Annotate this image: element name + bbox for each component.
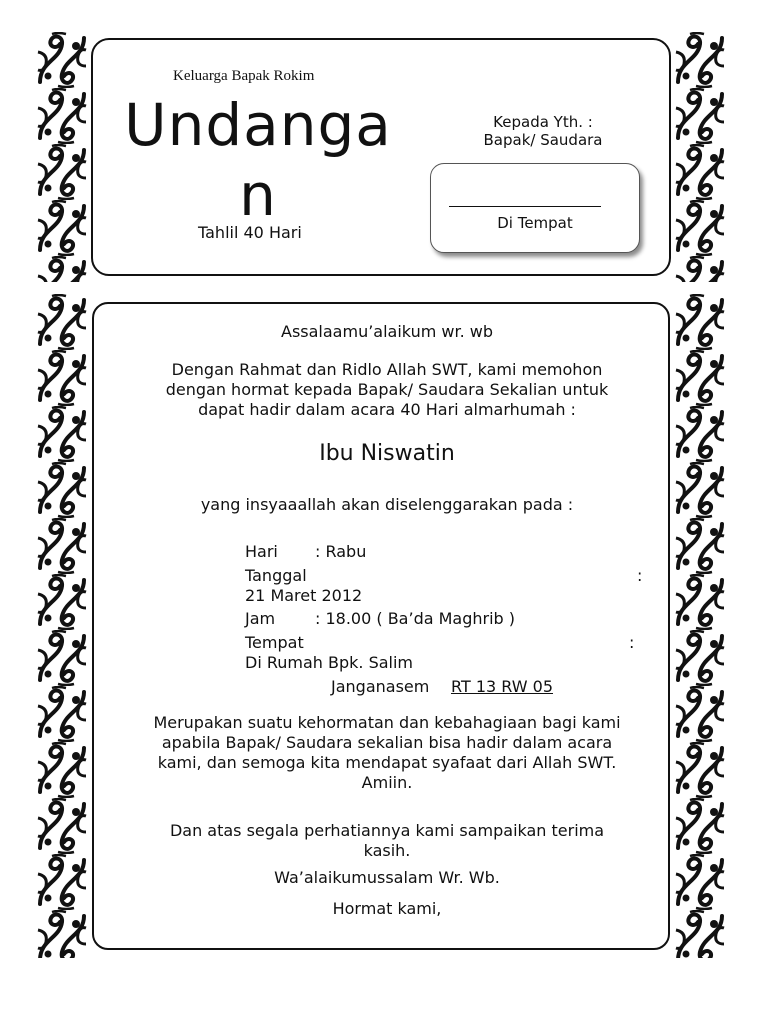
date-colon: :	[637, 566, 643, 585]
address-label: Di Tempat	[497, 214, 573, 232]
recipient-heading	[443, 113, 643, 149]
day-label: Hari	[245, 542, 278, 561]
invitation-letter	[36, 294, 726, 958]
floral-ornament-icon	[674, 294, 726, 958]
date-value: 21 Maret 2012	[245, 586, 363, 605]
invitation-title	[113, 90, 403, 230]
opening-line-2: dengan hormat kepada Bapak/ Saudara Sekalian untuk	[165, 380, 609, 399]
title-line-1: Undanga	[124, 91, 392, 159]
floral-border-right	[674, 32, 726, 282]
greeting: Assalaamu’alaikum wr. wb	[281, 322, 493, 341]
family-name: Keluarga Bapak Rokim	[173, 68, 315, 84]
closing-line-2: apabila Bapak/ Saudara sekalian bisa hadir dalam acara	[161, 733, 613, 752]
closing-salam: Wa’alaikumussalam Wr. Wb.	[274, 868, 500, 887]
time-value: : 18.00 ( Ba’da Maghrib )	[315, 609, 516, 628]
floral-border-left	[36, 32, 88, 282]
event-subtitle: Tahlil 40 Hari	[198, 223, 302, 242]
thanks-line-1: Dan atas segala perhatiannya kami sampaikan terima	[169, 821, 605, 840]
opening-line-1: Dengan Rahmat dan Ridlo Allah SWT, kami memohon	[171, 360, 603, 379]
village-name: Janganasem	[331, 677, 430, 696]
cover-frame	[91, 38, 671, 276]
closing-line-4: Amiin.	[361, 773, 413, 792]
invitation-cover	[36, 32, 726, 282]
floral-border-right	[674, 294, 726, 958]
place-value: Di Rumah Bpk. Salim	[245, 653, 414, 672]
time-label: Jam	[245, 609, 276, 628]
opening-line-3: dapat hadir dalam acara 40 Hari almarhumah :	[198, 400, 576, 419]
rt-rw-value: RT 13 RW 05	[451, 677, 553, 696]
floral-ornament-icon	[36, 32, 88, 282]
floral-ornament-icon	[36, 294, 88, 958]
letter-area	[88, 294, 674, 958]
cover-area	[88, 32, 674, 282]
floral-ornament-icon	[674, 32, 726, 282]
closing-line-1: Merupakan suatu kehormatan dan kebahagiaan bagi kami	[153, 713, 621, 732]
address-box	[430, 163, 640, 253]
thanks-line-2: kasih.	[363, 841, 411, 860]
deceased-name: Ibu Niswatin	[319, 441, 455, 466]
signoff: Hormat kami,	[332, 899, 442, 918]
thanks-paragraph	[114, 821, 660, 861]
recipient-line-2: Bapak/ Saudara	[483, 131, 603, 149]
place-label: Tempat	[245, 633, 304, 652]
letter-frame	[92, 302, 670, 950]
floral-border-left	[36, 294, 88, 958]
date-label: Tanggal	[245, 566, 307, 585]
name-blank-line	[449, 206, 601, 207]
closing-line-3: kami, dan semoga kita mendapat syafaat dari Allah SWT.	[157, 753, 617, 772]
opening-paragraph	[114, 360, 660, 420]
schedule-intro: yang insyaaallah akan diselenggarakan pada :	[200, 495, 574, 514]
closing-paragraph	[114, 713, 660, 793]
place-colon: :	[629, 633, 635, 652]
day-value: : Rabu	[315, 542, 367, 561]
recipient-line-1: Kepada Yth. :	[493, 113, 593, 131]
title-line-2: n	[239, 161, 277, 229]
